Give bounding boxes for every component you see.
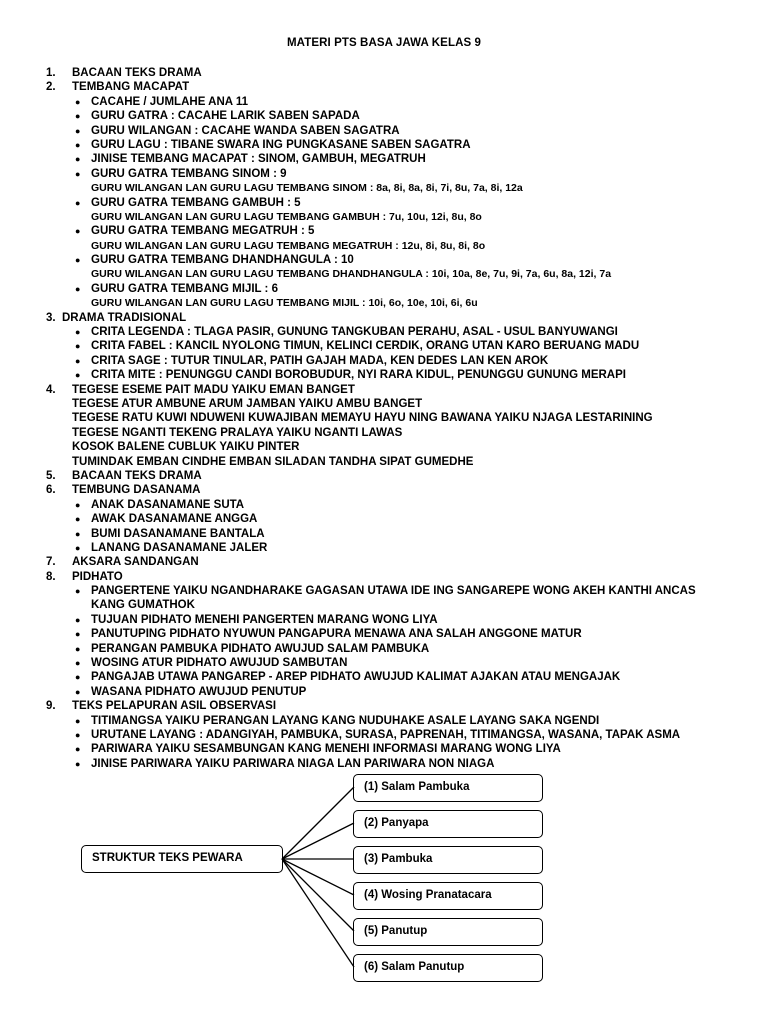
list-item: 8. PIDHATO (46, 570, 123, 583)
bullet-icon: ● (75, 729, 81, 740)
connector-line (282, 859, 354, 931)
diagram-item-box: (6) Salam Panutup (353, 954, 543, 982)
bullet-item: ● GURU LAGU : TIBANE SWARA ING PUNGKASANE SABEN SAGATRA (75, 138, 471, 151)
bullet-icon: ● (75, 168, 81, 179)
bullet-icon: ● (75, 643, 81, 654)
bullet-item: ● GURU WILANGAN : CACAHE WANDA SABEN SAGATRA (75, 124, 400, 137)
connector-line (282, 823, 354, 859)
bullet-icon: ● (75, 355, 81, 366)
bullet-item: ● LANANG DASANAMANE JALER (75, 541, 268, 554)
diagram-item-box: (3) Pambuka (353, 846, 543, 874)
bullet-icon: ● (75, 226, 81, 237)
bullet-icon: ● (75, 629, 81, 640)
bullet-item: ● CRITA SAGE : TUTUR TINULAR, PATIH GAJAH MADA, KEN DEDES LAN KEN AROK (75, 354, 549, 367)
bullet-item: ● PARIWARA YAIKU SESAMBUNGAN KANG MENEHI INFORMASI MARANG WONG LIYA (75, 743, 561, 756)
bullet-icon: ● (75, 154, 81, 165)
list-item: 5. BACAAN TEKS DRAMA (46, 469, 202, 482)
bullet-continuation: GURU WILANGAN LAN GURU LAGU TEMBANG MIJIL : 10i, 6o, 10e, 10i, 6i, 6u (91, 297, 478, 310)
list-item: 1. BACAAN TEKS DRAMA (46, 67, 202, 79)
bullet-item: ● ANAK DASANAMANE SUTA (75, 498, 245, 511)
list-item: 6. TEMBUNG DASANAMA (46, 484, 201, 497)
bullet-item: ● JINISE PARIWARA YAIKU PARIWARA NIAGA LAN PARIWARA NON NIAGA (75, 757, 495, 770)
bullet-icon: ● (75, 327, 81, 338)
bullet-icon: ● (75, 758, 81, 769)
bullet-item: ● GURU GATRA TEMBANG DHANDHANGULA : 10 (75, 254, 354, 267)
bullet-item: ● JINISE TEMBANG MACAPAT : SINOM, GAMBUH, MEGATRUH (75, 153, 426, 166)
bullet-icon: ● (75, 528, 81, 539)
bullet-icon: ● (75, 125, 81, 136)
list-line: TUMINDAK EMBAN CINDHE EMBAN SILADAN TANDHA SIPAT GUMEDHE (72, 455, 474, 468)
bullet-icon: ● (75, 542, 81, 553)
connector-line (282, 859, 354, 895)
connector-line (282, 787, 354, 859)
bullet-item: ● PERANGAN PAMBUKA PIDHATO AWUJUD SALAM PAMBUKA (75, 642, 430, 655)
bullet-item: ● TITIMANGSA YAIKU PERANGAN LAYANG KANG NUDUHAKE ASALE LAYANG SAKA NGENDI (75, 714, 600, 727)
bullet-item: ● GURU GATRA TEMBANG SINOM : 9 (75, 167, 287, 180)
bullet-icon: ● (75, 341, 81, 352)
bullet-continuation: KANG GUMATHOK (91, 599, 195, 612)
bullet-icon: ● (75, 370, 81, 381)
bullet-item: ● BUMI DASANAMANE BANTALA (75, 527, 265, 540)
diagram-item-box: (1) Salam Pambuka (353, 774, 543, 802)
material-list (0, 66, 768, 771)
bullet-icon: ● (75, 672, 81, 683)
bullet-item: ● CRITA LEGENDA : TLAGA PASIR, GUNUNG TANGKUBAN PERAHU, ASAL - USUL BANYUWANGI (75, 326, 618, 339)
list-item: 4. TEGESE ESEME PAIT MADU YAIKU EMAN BANGET (46, 383, 355, 396)
diagram-item-box: (2) Panyapa (353, 810, 543, 838)
bullet-icon: ● (75, 96, 81, 107)
list-item: 9. TEKS PELAPURAN ASIL OBSERVASI (46, 700, 277, 713)
list-line: TEGESE ATUR AMBUNE ARUM JAMBAN YAIKU AMBU BANGET (72, 397, 423, 410)
bullet-continuation: GURU WILANGAN LAN GURU LAGU TEMBANG GAMBUH : 7u, 10u, 12i, 8u, 8o (91, 210, 482, 223)
diagram-item-box: (5) Panutup (353, 918, 543, 946)
bullet-item: ● GURU GATRA : CACAHE LARIK SABEN SAPADA (75, 110, 360, 123)
list-item: 3. DRAMA TRADISIONAL (46, 311, 187, 324)
bullet-item: ● CACAHE / JUMLAHE ANA 11 (75, 95, 248, 108)
structure-diagram (0, 765, 768, 1005)
bullet-icon: ● (75, 139, 81, 150)
bullet-continuation: GURU WILANGAN LAN GURU LAGU TEMBANG SINOM : 8a, 8i, 8a, 8i, 7i, 8u, 7a, 8i, 12a (91, 182, 523, 195)
bullet-item: ● GURU GATRA TEMBANG MEGATRUH : 5 (75, 225, 315, 238)
list-item: 7. AKSARA SANDANGAN (46, 556, 199, 569)
bullet-icon: ● (75, 586, 81, 597)
bullet-item: ● URUTANE LAYANG : ADANGIYAH, PAMBUKA, SURASA, PAPRENAH, TITIMANGSA, WASANA, TAPAK ASMA (75, 728, 681, 741)
bullet-icon: ● (75, 283, 81, 294)
list-item: 2. TEMBANG MACAPAT (46, 81, 190, 94)
list-line: KOSOK BALENE CUBLUK YAIKU PINTER (72, 441, 300, 454)
bullet-continuation: GURU WILANGAN LAN GURU LAGU TEMBANG DHANDHANGULA : 10i, 10a, 8e, 7u, 9i, 7a, 6u, 8a, 12i, 7a (91, 268, 612, 281)
diagram-root-box: STRUKTUR TEKS PEWARA (81, 845, 283, 873)
bullet-item: ● PANGAJAB UTAWA PANGAREP - AREP PIDHATO AWUJUD KALIMAT AJAKAN ATAU MENGAJAK (75, 671, 621, 684)
bullet-icon: ● (75, 111, 81, 122)
diagram-item-box: (4) Wosing Pranatacara (353, 882, 543, 910)
bullet-continuation: GURU WILANGAN LAN GURU LAGU TEMBANG MEGATRUH : 12u, 8i, 8u, 8i, 8o (91, 239, 486, 252)
bullet-item: ● GURU GATRA TEMBANG GAMBUH : 5 (75, 196, 301, 209)
bullet-icon: ● (75, 715, 81, 726)
bullet-item: ● WOSING ATUR PIDHATO AWUJUD SAMBUTAN (75, 657, 348, 670)
bullet-icon: ● (75, 686, 81, 697)
connector-line (282, 859, 354, 967)
bullet-icon: ● (75, 658, 81, 669)
bullet-icon: ● (75, 514, 81, 525)
bullet-icon: ● (75, 614, 81, 625)
bullet-item: ● TUJUAN PIDHATO MENEHI PANGERTEN MARANG WONG LIYA (75, 613, 438, 626)
bullet-item: ● WASANA PIDHATO AWUJUD PENUTUP (75, 685, 307, 698)
list-line: TEGESE NGANTI TEKENG PRALAYA YAIKU NGANTI LAWAS (72, 426, 403, 439)
bullet-icon: ● (75, 197, 81, 208)
bullet-item: ● PANUTUPING PIDHATO NYUWUN PANGAPURA MENAWA ANA SALAH ANGGONE MATUR (75, 628, 582, 641)
bullet-icon: ● (75, 499, 81, 510)
list-line: TEGESE RATU KUWI NDUWENI KUWAJIBAN MEMAYU HAYU NING BAWANA YAIKU NJAGA LESTARINING (72, 412, 653, 425)
bullet-item: ● AWAK DASANAMANE ANGGA (75, 513, 258, 526)
bullet-item: ● CRITA FABEL : KANCIL NYOLONG TIMUN, KELINCI CERDIK, ORANG UTAN KARO BERUANG MADU (75, 340, 640, 353)
document-title: MATERI PTS BASA JAWA KELAS 9 (286, 37, 482, 49)
bullet-item: ● GURU GATRA TEMBANG MIJIL : 6 (75, 282, 278, 295)
bullet-item: ● CRITA MITE : PENUNGGU CANDI BOROBUDUR, NYI RARA KIDUL, PENUNGGU GUNUNG MERAPI (75, 369, 626, 382)
bullet-item: ● PANGERTENE YAIKU NGANDHARAKE GAGASAN UTAWA IDE ING SANGAREPE WONG AKEH KANTHI ANCAS (75, 585, 696, 598)
bullet-icon: ● (75, 255, 81, 266)
bullet-icon: ● (75, 744, 81, 755)
